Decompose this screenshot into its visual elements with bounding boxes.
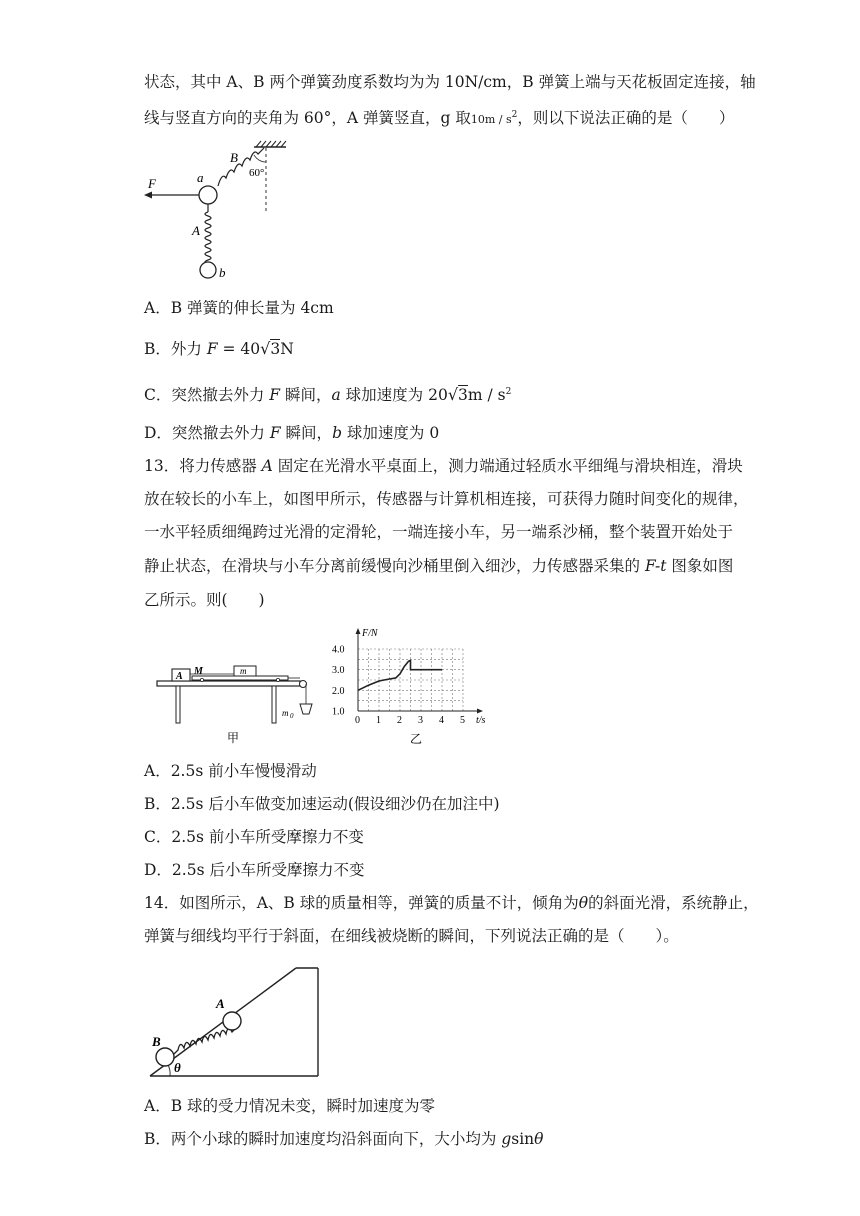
svg-text:A: A [216,996,225,1011]
ball-b [200,262,216,278]
q13-option-b: B．2.5s 后小车做变加速运动(假设细沙仍在加注中) [144,795,500,813]
x-tick-label: 5 [460,715,465,726]
svg-text:A: A [176,671,183,682]
q14-stem-line1: 14．如图所示，A、B 球的质量相等，弹簧的质量不计，倾角为θ的斜面光滑，系统静止， [144,894,759,912]
svg-text:b: b [219,265,226,280]
figure-caption-jia: 甲 [227,731,240,744]
x-tick-label: 1 [376,715,381,726]
x-tick-label: 2 [397,715,402,726]
force-arrow [144,192,152,199]
q13-stem-line1: 13．将力传感器 A 固定在光滑水平桌面上，测力端通过轻质水平细绳与滑块相连，滑块 [144,457,743,475]
y-tick-label: 1.0 [332,706,345,718]
q13-apparatus-figure [154,660,318,744]
q12-spring-figure [138,138,290,284]
x-axis-label: t/s [476,715,486,726]
q13-option-a: A．2.5s 前小车慢慢滑动 [144,762,317,780]
q12-stem-line2: 线与竖直方向的夹角为 60°，A 弹簧竖直，g 取$10m / s^2$，则以下说法正确的是（ ） [144,109,735,128]
ft-chart [330,624,494,746]
cart [192,676,288,680]
q12-angle-label: 60° [249,167,265,179]
ball-a [199,186,217,204]
y-axis-arrow [356,628,361,634]
y-axis-label: F/N [362,628,378,639]
q12-option-d: D．突然撤去外力 F 瞬间，b 球加速度为 0 [144,424,440,442]
q13-option-c: C．2.5s 前小车所受摩擦力不变 [144,828,364,846]
q12-option-b: B．外力 F = 40√3N [144,339,294,358]
q12-option-c: C．突然撤去外力 F 瞬间，a 球加速度为 $20√3m / s^2$ [144,385,512,405]
svg-text:θ: θ [174,1060,181,1075]
svg-text:m: m [282,708,289,718]
spring-a-coil [205,212,211,264]
y-tick-label: 4.0 [332,644,345,656]
ball-a [223,1012,241,1030]
q14-stem-line2: 弹簧与细线均平行于斜面，在细线被烧断的瞬间，下列说法正确的是（ ）。 [144,927,679,945]
figure-caption-yi: 乙 [410,732,423,746]
q13-stem-line3: 一水平轻质细绳跨过光滑的定滑轮，一端连接小车，另一端系沙桶，整个装置开始处于 [144,523,734,541]
q14-option-a: A．B 球的受力情况未变，瞬时加速度为零 [144,1097,436,1115]
y-tick-label: 2.0 [332,685,345,697]
svg-text:A: A [192,223,200,238]
pulley [300,681,307,688]
svg-text:M: M [194,666,203,677]
q14-option-b: B．两个小球的瞬时加速度均沿斜面向下，大小均为 gsinθ [144,1130,544,1148]
x-tick-label: 4 [439,715,444,726]
svg-text:B: B [230,150,238,165]
svg-text:m: m [240,666,247,676]
q13-option-d: D．2.5s 后小车所受摩擦力不变 [144,861,365,879]
svg-text:B: B [152,1034,161,1049]
y-tick-label: 3.0 [332,665,345,677]
svg-text:F: F [148,176,156,191]
x-tick-label: 0 [355,715,360,726]
x-axis-arrow [477,709,483,714]
svg-text:0: 0 [290,712,294,720]
sand-bucket [300,704,312,714]
ball-b [156,1048,174,1066]
q13-stem-line2: 放在较长的小车上，如图甲所示，传感器与计算机相连接，可获得力随时间变化的规律， [144,490,749,508]
q13-stem-line5: 乙所示。则( ) [144,591,265,609]
q14-incline-figure [146,962,322,1080]
q13-stem-line4: 静止状态，在滑块与小车分离前缓慢向沙桶里倒入细沙，力传感器采集的 F-t 图象如图 [144,557,734,575]
q12-option-a: A．B 弹簧的伸长量为 4cm [144,299,334,317]
x-tick-label: 3 [418,715,423,726]
svg-text:a: a [197,170,204,185]
q12-stem-line1: 状态，其中 A、B 两个弹簧劲度系数均为为 10N/cm，B 弹簧上端与天花板固定连接，轴 [144,73,756,91]
